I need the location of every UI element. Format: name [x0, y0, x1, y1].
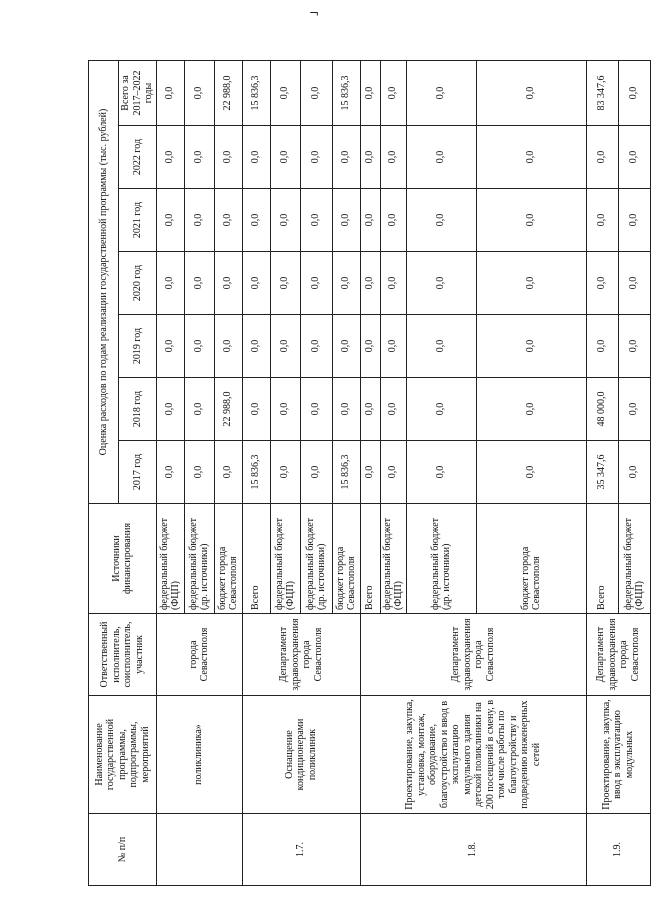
cell-source: федеральный бюджет (ФЦП) [618, 504, 650, 614]
cell-value: 0,0 [360, 441, 380, 504]
header-year: 2017 год [119, 441, 157, 504]
cell-value: 0,0 [156, 126, 184, 189]
cell-value: 0,0 [184, 252, 214, 315]
cell-value: 0,0 [184, 441, 214, 504]
cell-total: 83 347,6 [586, 60, 618, 125]
cell-value: 0,0 [214, 441, 242, 504]
cell-value: 0,0 [586, 126, 618, 189]
cell-source: Всего [586, 504, 618, 614]
cell-name: поликлиника» [156, 696, 242, 814]
header-total: Всего за 2017–2022 годы [119, 60, 157, 125]
cell-value: 0,0 [214, 126, 242, 189]
header-estimate: Оценка расходов по годам реализации государственной программы (тыс. рублей) [89, 60, 119, 503]
cell-value: 0,0 [476, 378, 586, 441]
cell-num: 1.8. [360, 814, 586, 886]
cell-total: 0,0 [476, 60, 586, 125]
cell-source: федеральный бюджет (др. источники) [406, 504, 476, 614]
cell-value: 0,0 [332, 189, 360, 252]
cell-value: 0,0 [300, 126, 332, 189]
cell-value: 0,0 [380, 126, 406, 189]
cell-value: 0,0 [360, 315, 380, 378]
cell-value: 0,0 [380, 315, 406, 378]
cell-value: 0,0 [406, 315, 476, 378]
cell-value: 0,0 [476, 315, 586, 378]
rotated-table-wrapper [88, 61, 645, 886]
cell-value: 0,0 [156, 189, 184, 252]
cell-source: федеральный бюджет (ФЦП) [380, 504, 406, 614]
cell-value: 0,0 [406, 189, 476, 252]
header-source: Источники финансирования [89, 504, 157, 614]
cell-value: 0,0 [184, 126, 214, 189]
cell-total: 0,0 [184, 60, 214, 125]
table-row [242, 60, 270, 885]
cell-value: 0,0 [618, 315, 650, 378]
cell-value: 0,0 [156, 441, 184, 504]
cell-value: 22 988,0 [214, 378, 242, 441]
cell-value: 0,0 [332, 315, 360, 378]
cell-source: федеральный бюджет (др. источники) [184, 504, 214, 614]
cell-value: 0,0 [476, 126, 586, 189]
cell-total: 0,0 [618, 60, 650, 125]
cell-value: 0,0 [300, 189, 332, 252]
cell-value: 15 836,3 [332, 441, 360, 504]
cell-value: 0,0 [242, 126, 270, 189]
cell-total: 22 988,0 [214, 60, 242, 125]
cell-value: 0,0 [270, 441, 300, 504]
cell-value: 0,0 [380, 441, 406, 504]
cell-value: 0,0 [242, 189, 270, 252]
cell-value: 0,0 [242, 252, 270, 315]
cell-value: 0,0 [360, 126, 380, 189]
cell-value: 0,0 [184, 378, 214, 441]
cell-value: 0,0 [380, 252, 406, 315]
cell-value: 0,0 [214, 315, 242, 378]
cell-value: 0,0 [618, 441, 650, 504]
cell-value: 0,0 [476, 441, 586, 504]
cell-value: 0,0 [300, 315, 332, 378]
cell-source: бюджет города Севастополя [214, 504, 242, 614]
cell-value: 48 000,0 [586, 378, 618, 441]
cell-value: 0,0 [156, 315, 184, 378]
cell-value: 15 836,3 [242, 441, 270, 504]
cell-source: федеральный бюджет (ФЦП) [270, 504, 300, 614]
header-year: 2021 год [119, 189, 157, 252]
cell-total: 0,0 [156, 60, 184, 125]
cell-value: 0,0 [332, 252, 360, 315]
cell-value: 0,0 [300, 378, 332, 441]
cell-value: 0,0 [476, 252, 586, 315]
cell-value: 0,0 [618, 378, 650, 441]
header-num: № п/п [89, 814, 157, 886]
cell-value: 0,0 [300, 441, 332, 504]
cell-value: 0,0 [214, 252, 242, 315]
cell-value: 0,0 [618, 126, 650, 189]
cell-value: 35 347,6 [586, 441, 618, 504]
cell-value: 0,0 [156, 252, 184, 315]
header-year: 2022 год [119, 126, 157, 189]
cell-value: 0,0 [184, 315, 214, 378]
header-resp: Ответственный исполнитель, соисполнитель, участник [89, 614, 157, 696]
cell-value: 0,0 [618, 189, 650, 252]
table-row [360, 60, 380, 885]
cell-value: 0,0 [270, 378, 300, 441]
cell-total: 0,0 [380, 60, 406, 125]
budget-table [88, 60, 651, 886]
cell-total: 0,0 [360, 60, 380, 125]
cell-value: 0,0 [586, 189, 618, 252]
cell-value: 0,0 [360, 378, 380, 441]
cell-value: 0,0 [214, 189, 242, 252]
cell-value: 0,0 [406, 441, 476, 504]
cell-total: 0,0 [300, 60, 332, 125]
cell-source: бюджет города Севастополя [332, 504, 360, 614]
cell-total: 15 836,3 [332, 60, 360, 125]
cell-source: федеральный бюджет (др. источники) [300, 504, 332, 614]
cell-value: 0,0 [156, 378, 184, 441]
table-row [586, 60, 618, 885]
cell-source: федеральный бюджет (ФЦП) [156, 504, 184, 614]
cell-value: 0,0 [242, 315, 270, 378]
cell-value: 0,0 [270, 189, 300, 252]
header-year: 2019 год [119, 315, 157, 378]
cell-value: 0,0 [300, 252, 332, 315]
cell-resp: Департамент здравоохранения города Севастополя [586, 614, 650, 696]
header-year: 2018 год [119, 378, 157, 441]
cell-value: 0,0 [618, 252, 650, 315]
cell-resp: Департамент здравоохранения города Севастополя [360, 614, 586, 696]
table-row [156, 60, 184, 885]
cell-value: 0,0 [476, 189, 586, 252]
cell-resp: города Севастополя [156, 614, 242, 696]
cell-name: Оснащение кондиционерами поликлиник [242, 696, 360, 814]
cell-total: 0,0 [270, 60, 300, 125]
cell-value: 0,0 [332, 378, 360, 441]
cell-value: 0,0 [360, 189, 380, 252]
cell-num: 1.7. [242, 814, 360, 886]
cell-source: Всего [242, 504, 270, 614]
cell-source: Всего [360, 504, 380, 614]
cell-name: Проектирование, закупка, ввод в эксплуатацию модульных [586, 696, 650, 814]
cell-num [156, 814, 242, 886]
cell-value: 0,0 [406, 126, 476, 189]
cell-value: 0,0 [270, 315, 300, 378]
cell-total: 0,0 [406, 60, 476, 125]
cell-value: 0,0 [242, 378, 270, 441]
cell-value: 0,0 [270, 126, 300, 189]
cell-num: 1.9. [586, 814, 650, 886]
cell-value: 0,0 [406, 378, 476, 441]
header-name: Наименование государственной программы, подпрограммы, мероприятий [89, 696, 157, 814]
cell-value: 0,0 [360, 252, 380, 315]
cell-value: 0,0 [380, 378, 406, 441]
header-year: 2020 год [119, 252, 157, 315]
cell-value: 0,0 [270, 252, 300, 315]
table-body [156, 60, 650, 885]
cell-value: 0,0 [332, 126, 360, 189]
cell-name: Проектирование, закупка, установка, монтаж, оборудование, благоустройство и ввод в эксплуатацию модульного здания детской поликлиники на 200 посещений в смену, в том числе работы по благоустройству и подведению инженерных сетей [360, 696, 586, 814]
cell-value: 0,0 [586, 252, 618, 315]
cell-value: 0,0 [586, 315, 618, 378]
cell-value: 0,0 [406, 252, 476, 315]
cell-source: бюджет города Севастополя [476, 504, 586, 614]
cell-value: 0,0 [184, 189, 214, 252]
cell-resp: Департамент здравоохранения города Севастополя [242, 614, 360, 696]
cell-value: 0,0 [380, 189, 406, 252]
cell-total: 15 836,3 [242, 60, 270, 125]
top-mark: ¬ [309, 6, 320, 20]
